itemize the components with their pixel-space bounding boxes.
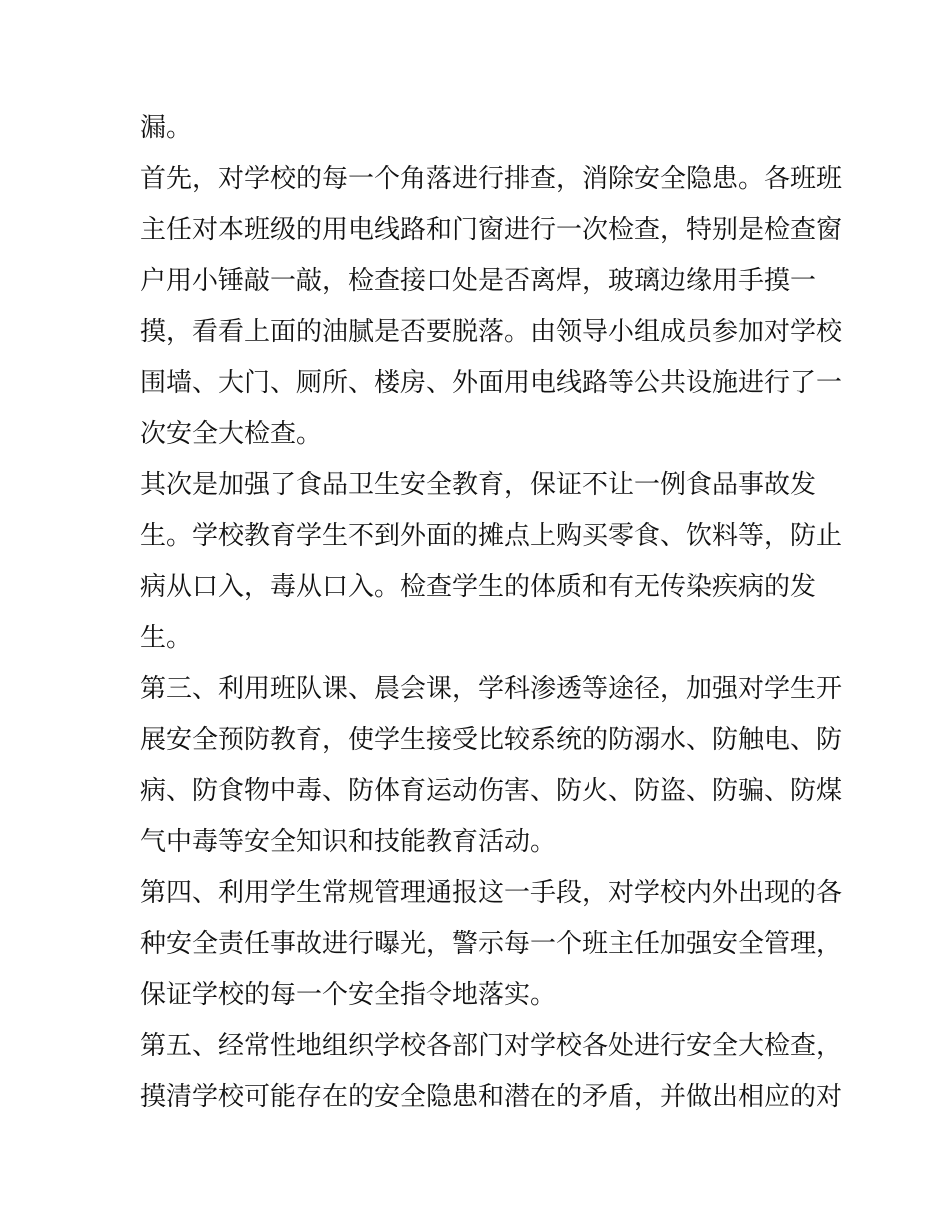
text-line: 种安全责任事故进行曝光，警示每一个班主任加强安全管理，	[140, 929, 843, 959]
text-line: 户用小锤敲一敲，检查接口处是否离焊，玻璃边缘用手摸一	[140, 266, 817, 296]
text-line: 主任对本班级的用电线路和门窗进行一次检查，特别是检查窗	[140, 215, 843, 245]
text-line: 第三、利用班队课、晨会课，学科渗透等途径，加强对学生开	[140, 674, 843, 704]
text-line: 首先，对学校的每一个角落进行排查，消除安全隐患。各班班	[140, 164, 843, 194]
text-line: 漏。	[140, 113, 193, 143]
text-line: 次安全大检查。	[140, 419, 323, 449]
text-line: 病、防食物中毒、防体育运动伤害、防火、防盗、防骗、防煤	[140, 776, 843, 806]
document-body	[140, 103, 843, 1123]
text-line: 围墙、大门、厕所、楼房、外面用电线路等公共设施进行了一	[140, 368, 843, 398]
text-line: 气中毒等安全知识和技能教育活动。	[140, 827, 557, 857]
text-line: 摸清学校可能存在的安全隐患和潜在的矛盾，并做出相应的对	[140, 1082, 843, 1112]
text-line: 保证学校的每一个安全指令地落实。	[140, 980, 557, 1010]
text-line: 生。学校教育学生不到外面的摊点上购买零食、饮料等，防止	[140, 521, 843, 551]
text-line: 第五、经常性地组织学校各部门对学校各处进行安全大检查，	[140, 1031, 843, 1061]
text-line: 其次是加强了食品卫生安全教育，保证不让一例食品事故发	[140, 470, 817, 500]
text-line: 展安全预防教育，使学生接受比较系统的防溺水、防触电、防	[140, 725, 843, 755]
text-line: 摸，看看上面的油腻是否要脱落。由领导小组成员参加对学校	[140, 317, 843, 347]
text-line: 病从口入，毒从口入。检查学生的体质和有无传染疾病的发	[140, 572, 817, 602]
text-line: 生。	[140, 623, 193, 653]
text-line: 第四、利用学生常规管理通报这一手段，对学校内外出现的各	[140, 878, 843, 908]
